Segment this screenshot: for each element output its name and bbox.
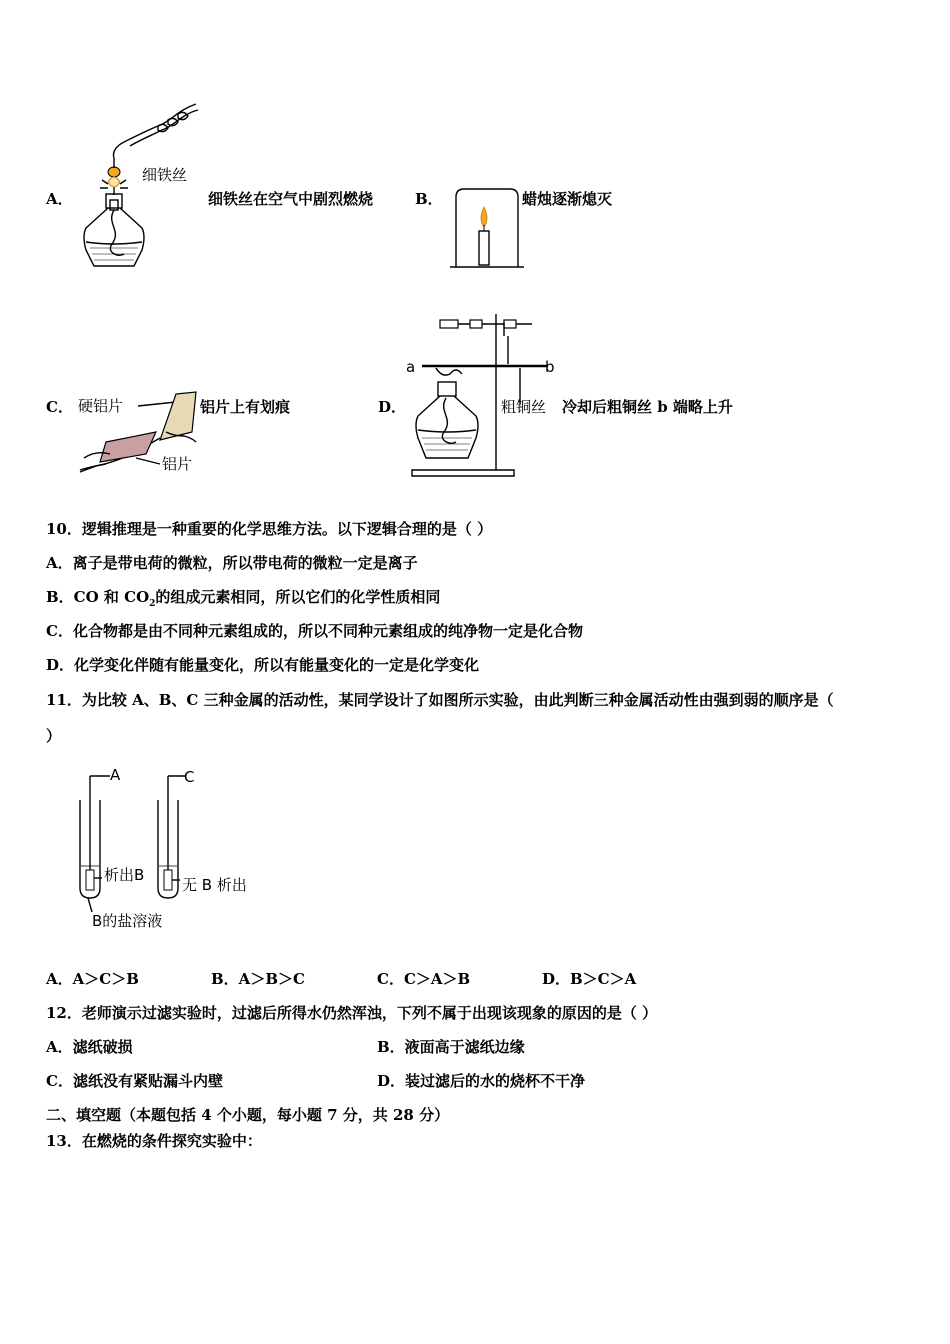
iron-wire-burning-figure (78, 100, 208, 275)
wire-end-a-label: a (406, 358, 416, 376)
hard-aluminum-label: 硬铝片 (78, 397, 124, 415)
iron-wire-label: 细铁丝 (142, 166, 188, 184)
option-d-text: 冷却后粗铜丝 b 端略上升 (562, 398, 733, 416)
no-b-precipitated-label: 无 B 析出 (182, 876, 247, 894)
q10-option-d: D．化学变化伴随有能量变化，所以有能量变化的一定是化学变化 (46, 656, 480, 674)
q10-option-c: C．化合物都是由不同种元素组成的，所以不同种元素组成的纯净物一定是化合物 (46, 622, 583, 640)
q12-option-a: A．滤纸破损 (46, 1038, 133, 1056)
metal-c-label: C (184, 768, 195, 786)
q12-option-b: B．液面高于滤纸边缘 (377, 1038, 525, 1056)
q11-option-b: B．A＞B＞C (211, 970, 305, 988)
option-a-text: 细铁丝在空气中剧烈燃烧 (208, 190, 374, 208)
q10-option-b-sub: 2 (149, 599, 156, 609)
b-precipitated-label: 析出B (104, 866, 145, 884)
thick-copper-wire-label: 粗铜丝 (501, 398, 547, 416)
q11-option-c: C．C＞A＞B (377, 970, 471, 988)
aluminum-label: 铝片 (162, 455, 193, 473)
q10-option-b-post: 的组成元素相同，所以它们的化学性质相同 (155, 588, 441, 606)
section-2-heading: 二、填空题（本题包括 4 个小题，每小题 7 分，共 28 分） (46, 1106, 450, 1124)
q12-stem: 12．老师演示过滤实验时，过滤后所得水仍然浑浊，下列不属于出现该现象的原因的是（ ） (46, 1004, 658, 1022)
q11-stem-end: ） (46, 727, 62, 745)
q10-option-a: A．离子是带电荷的微粒，所以带电荷的微粒一定是离子 (46, 554, 418, 572)
wire-end-b-label: b (545, 358, 555, 376)
q10-option-b (46, 587, 440, 614)
q13-stem: 13．在燃烧的条件探究实验中： (46, 1132, 262, 1150)
candle-jar-figure (450, 185, 525, 270)
q12-option-d: D．装过滤后的水的烧杯不干净 (377, 1072, 586, 1090)
option-d-letter: D． (378, 398, 407, 416)
q11-option-d: D．B＞C＞A (542, 970, 637, 988)
q11-stem: 11．为比较 A、B、C 三种金属的活动性，某同学设计了如图所示实验，由此判断三种金属活动性由强到弱的顺序是（ (46, 691, 834, 709)
q10-stem: 10．逻辑推理是一种重要的化学思维方法。以下逻辑合理的是（ ） (46, 520, 493, 538)
q12-option-c: C．滤纸没有紧贴漏斗内壁 (46, 1072, 223, 1090)
q11-option-a: A．A＞C＞B (46, 970, 139, 988)
option-c-letter: C． (46, 398, 73, 416)
test-tubes-figure (74, 770, 264, 930)
option-a-letter: A． (46, 190, 73, 208)
option-b-text: 蜡烛逐渐熄灭 (522, 190, 613, 208)
metal-a-label: A (110, 766, 121, 784)
option-c-text: 铝片上有划痕 (200, 398, 291, 416)
option-b-letter: B． (415, 190, 443, 208)
b-salt-solution-label: B的盐溶液 (92, 912, 163, 930)
q10-option-b-pre: B．CO 和 CO (46, 588, 150, 606)
copper-wire-lever-figure (412, 312, 562, 482)
